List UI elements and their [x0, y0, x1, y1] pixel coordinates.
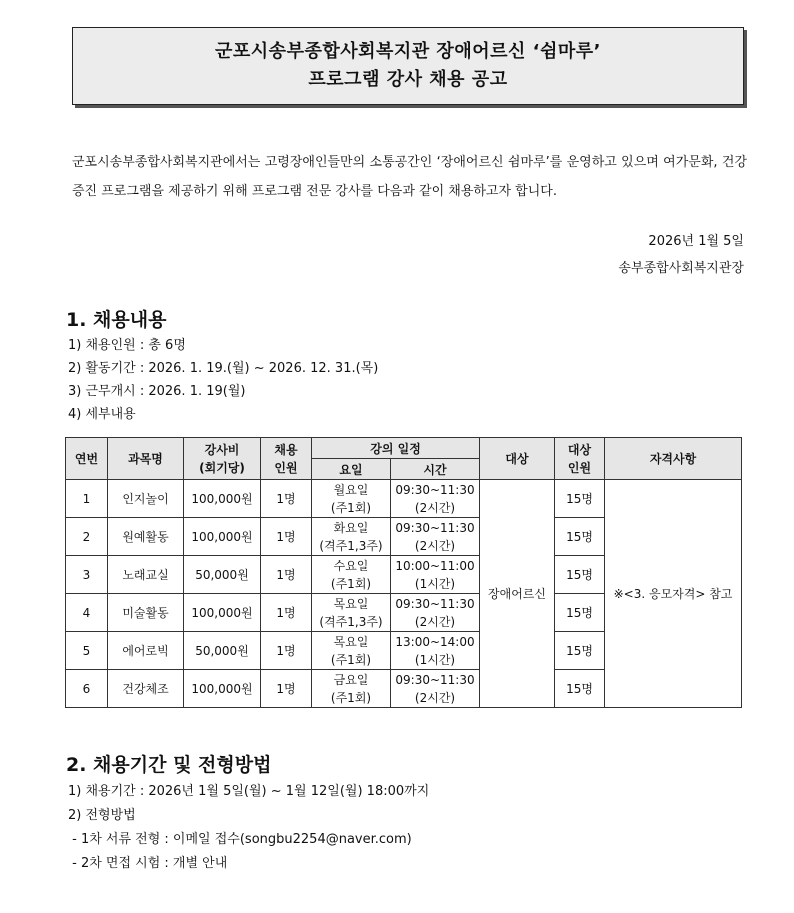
cell-subject: 인지놀이: [108, 480, 184, 518]
cell-fee: 100,000원: [184, 480, 261, 518]
cell-fee: 50,000원: [184, 556, 261, 594]
cell-subject: 노래교실: [108, 556, 184, 594]
cell-count: 15명: [555, 632, 605, 670]
cell-subject: 미술활동: [108, 594, 184, 632]
section-1-item: 1) 채용인원 : 총 6명: [68, 338, 186, 353]
cell-no: 3: [66, 556, 108, 594]
cell-count: 15명: [555, 518, 605, 556]
section-2-item: 1) 채용기간 : 2026년 1월 5일(월) ~ 1월 12일(월) 18:00까지: [68, 784, 430, 799]
cell-hire: 1명: [261, 670, 312, 708]
cell-no: 2: [66, 518, 108, 556]
section-2-heading: 2. 채용기간 및 전형방법: [66, 754, 272, 776]
cell-target: 장애어르신: [480, 480, 555, 708]
header-time: 시간: [391, 459, 480, 480]
section-1-heading: 1. 채용내용: [66, 309, 167, 331]
signer: 송부종합사회복지관장: [618, 261, 744, 276]
cell-count: 15명: [555, 594, 605, 632]
notice-date: 2026년 1월 5일: [648, 234, 744, 249]
cell-subject: 에어로빅: [108, 632, 184, 670]
section-1-item: 3) 근무개시 : 2026. 1. 19(월): [68, 384, 246, 399]
section-2-item: - 2차 면접 시험 : 개별 안내: [68, 856, 228, 871]
cell-count: 15명: [555, 670, 605, 708]
header-target: 대상: [480, 438, 555, 480]
cell-day: 수요일 (주1회): [312, 556, 391, 594]
cell-time: 09:30~11:30 (2시간): [391, 518, 480, 556]
cell-subject: 건강체조: [108, 670, 184, 708]
cell-day: 금요일 (주1회): [312, 670, 391, 708]
cell-subject: 원예활동: [108, 518, 184, 556]
section-1-item: 4) 세부내용: [68, 407, 136, 422]
title-line-1: 군포시송부종합사회복지관 장애어르신 ‘쉼마루’: [215, 41, 601, 62]
cell-hire: 1명: [261, 594, 312, 632]
cell-day: 목요일 (주1회): [312, 632, 391, 670]
cell-day: 화요일 (격주1,3주): [312, 518, 391, 556]
cell-qualification: ※<3. 응모자격> 참고: [605, 480, 742, 708]
cell-time: 09:30~11:30 (2시간): [391, 594, 480, 632]
section-2-item: 2) 전형방법: [68, 808, 136, 823]
cell-time: 09:30~11:30 (2시간): [391, 480, 480, 518]
cell-time: 10:00~11:00 (1시간): [391, 556, 480, 594]
section-1-item: 2) 활동기간 : 2026. 1. 19.(월) ~ 2026. 12. 31.(목): [68, 361, 379, 376]
cell-time: 13:00~14:00 (1시간): [391, 632, 480, 670]
cell-hire: 1명: [261, 518, 312, 556]
cell-count: 15명: [555, 480, 605, 518]
cell-fee: 100,000원: [184, 594, 261, 632]
header-hire: 채용 인원: [261, 438, 312, 480]
header-no: 연번: [66, 438, 108, 480]
cell-no: 5: [66, 632, 108, 670]
cell-hire: 1명: [261, 556, 312, 594]
cell-time: 09:30~11:30 (2시간): [391, 670, 480, 708]
cell-no: 1: [66, 480, 108, 518]
cell-no: 6: [66, 670, 108, 708]
cell-hire: 1명: [261, 480, 312, 518]
header-fee: 강사비 (회기당): [184, 438, 261, 480]
title-line-2: 프로그램 강사 채용 공고: [308, 69, 508, 90]
cell-hire: 1명: [261, 632, 312, 670]
cell-fee: 100,000원: [184, 518, 261, 556]
section-2-item: - 1차 서류 전형 : 이메일 접수(songbu2254@naver.com): [68, 832, 412, 847]
header-day: 요일: [312, 459, 391, 480]
cell-fee: 100,000원: [184, 670, 261, 708]
header-subject: 과목명: [108, 438, 184, 480]
signature-block: [618, 228, 744, 282]
cell-day: 월요일 (주1회): [312, 480, 391, 518]
program-table: [65, 437, 742, 708]
cell-fee: 50,000원: [184, 632, 261, 670]
header-target-count: 대상 인원: [555, 438, 605, 480]
table-row: [66, 480, 742, 518]
cell-count: 15명: [555, 556, 605, 594]
cell-no: 4: [66, 594, 108, 632]
header-schedule: 강의 일정: [312, 438, 480, 459]
intro-paragraph: 군포시송부종합사회복지관에서는 고령장애인들만의 소통공간인 ‘장애어르신 쉼마루’를 운영하고 있으며 여가문화, 건강증진 프로그램을 제공하기 위해 프로그램 전문 강사를 다음과 같이 채용하고자 합니다.: [72, 155, 747, 199]
header-qualification: 자격사항: [605, 438, 742, 480]
title-box: [72, 27, 744, 105]
cell-day: 목요일 (격주1,3주): [312, 594, 391, 632]
